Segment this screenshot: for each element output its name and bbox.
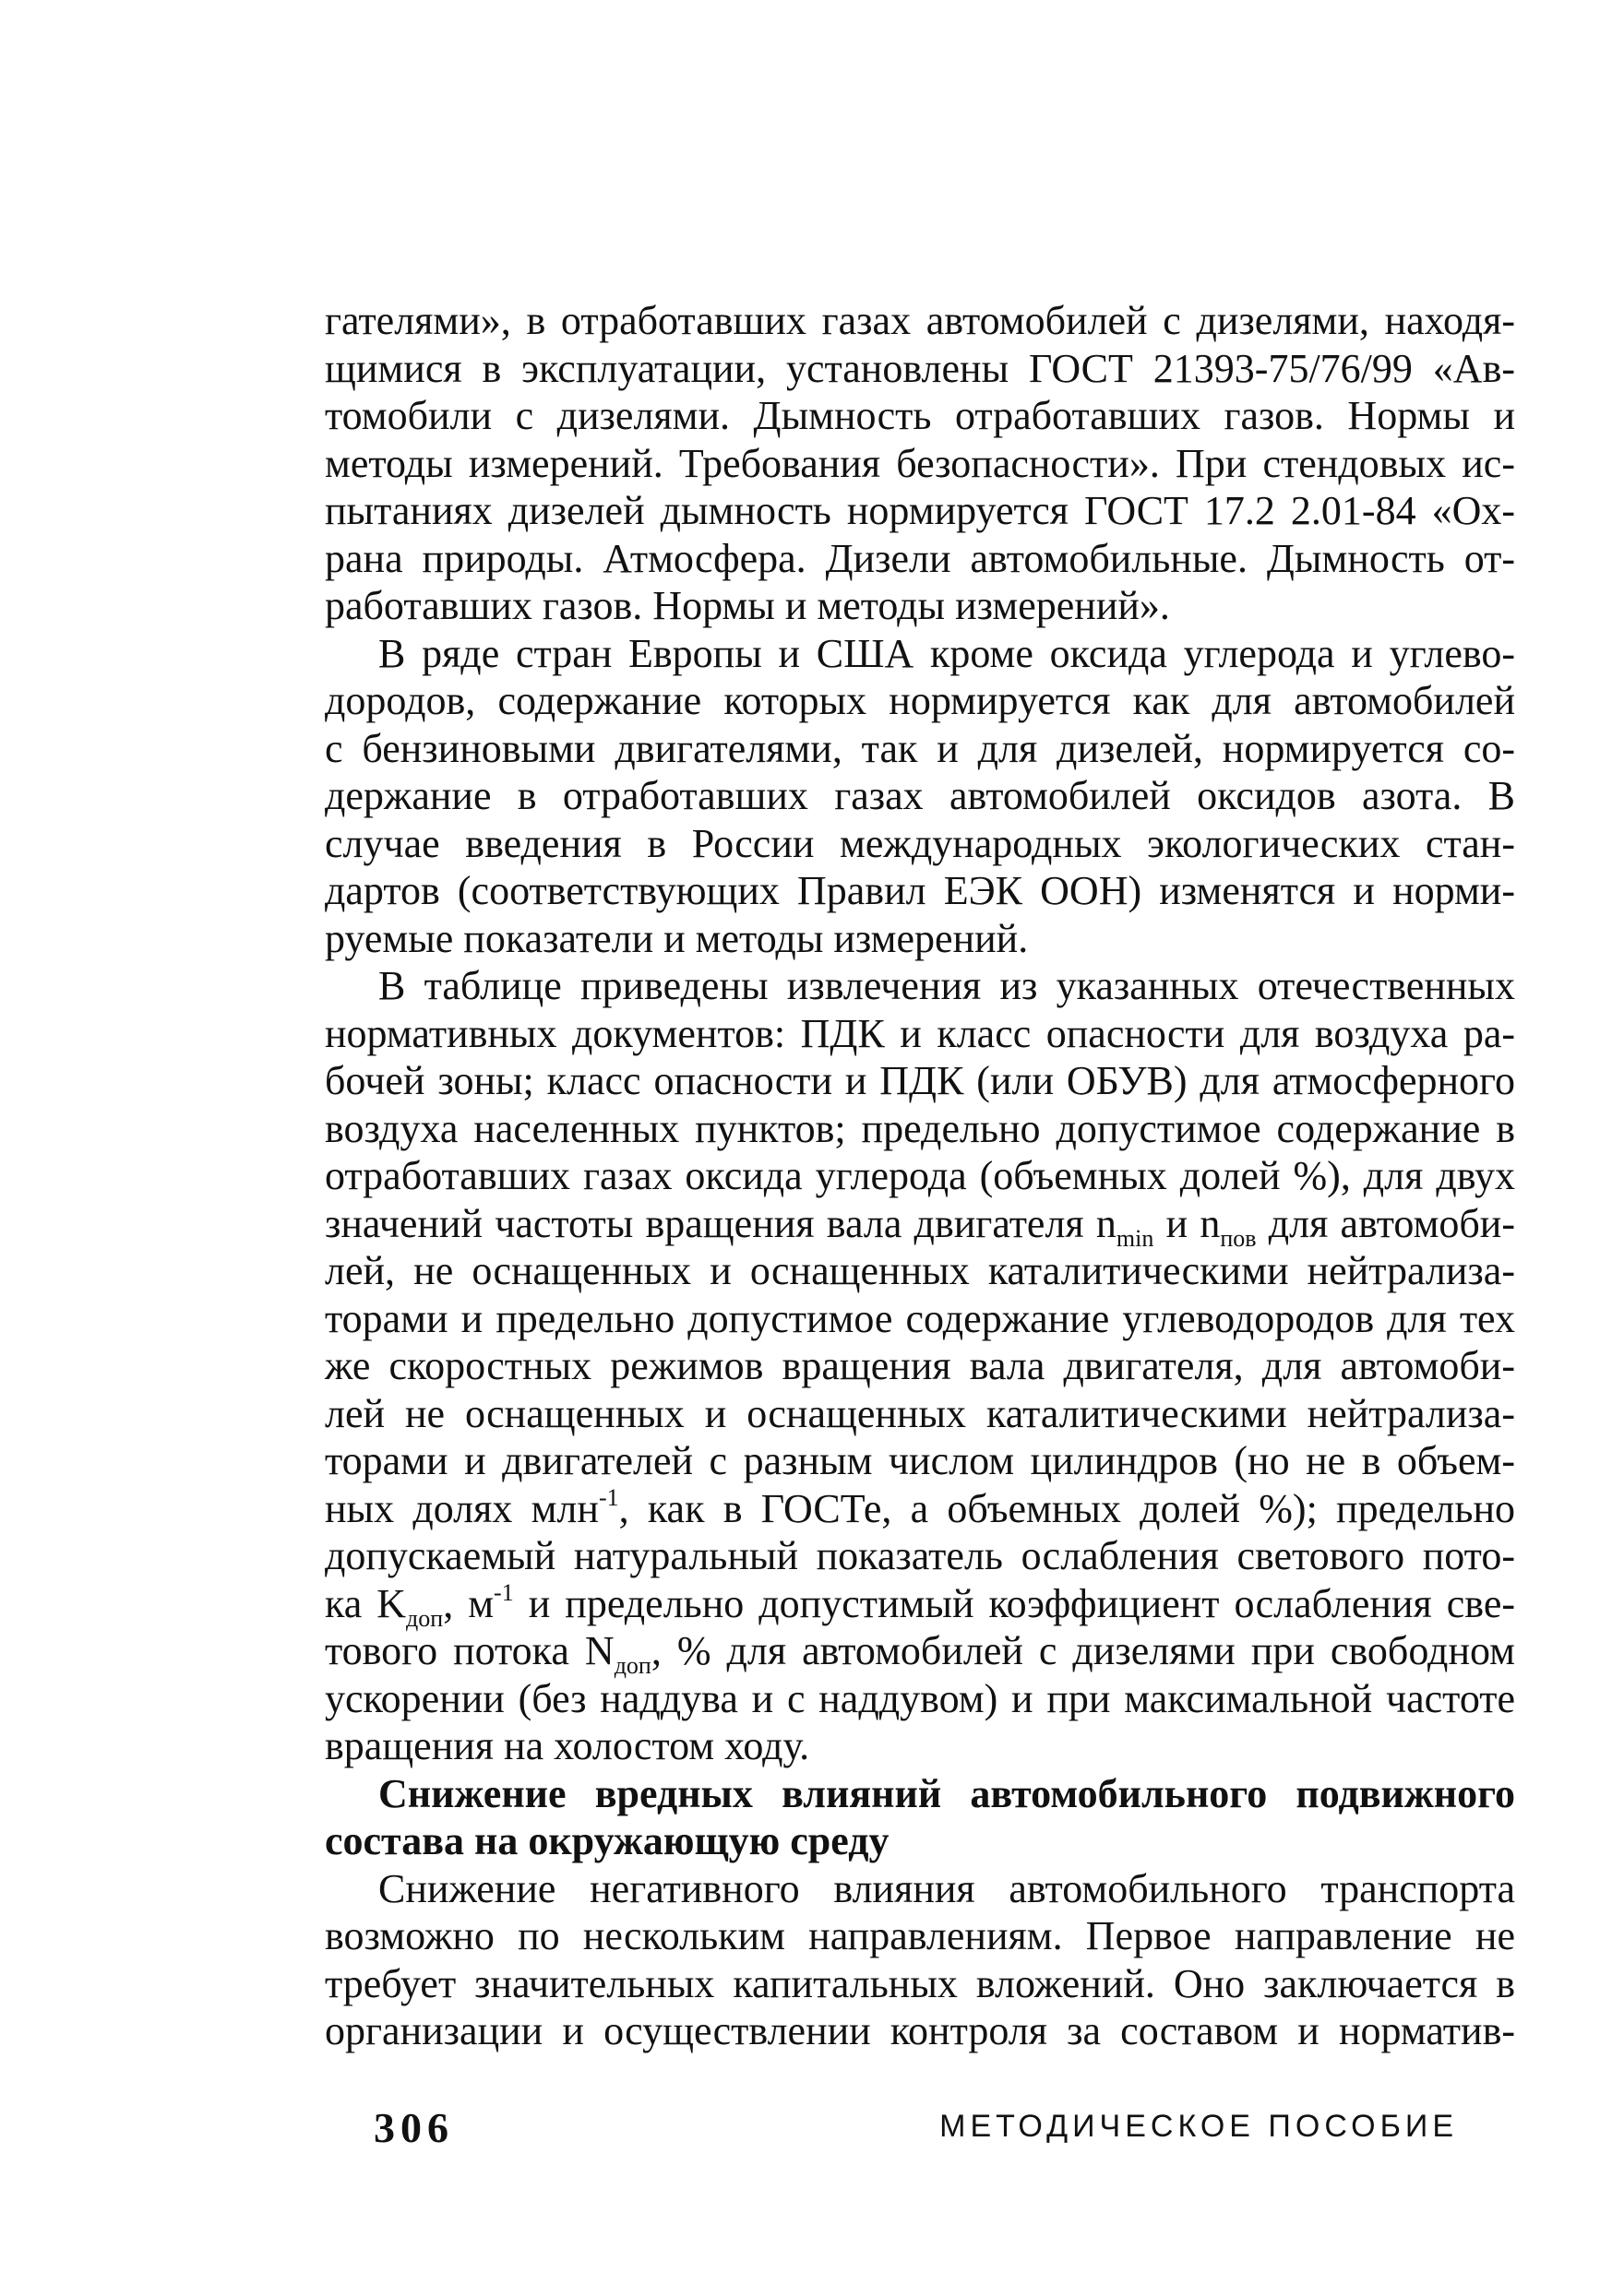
- paragraph-1-line-4: методы измерений. Требования безопасности». При стендовых ис-: [325, 440, 1515, 486]
- paragraph-1-line-1: гателями», в отработавших газах автомобилей с дизелями, находя-: [325, 298, 1515, 343]
- paragraph-3-line-11: торами и двигателей с разным числом цилиндров (но не в объем-: [325, 1438, 1515, 1483]
- paragraph-2-line-3: с бензиновыми двигателями, так и для дизелей, нормируется со-: [325, 725, 1515, 771]
- paragraph-3-line-12: [325, 1485, 1515, 1533]
- paragraph-2-line-1: В ряде стран Европы и США кроме оксида углерода и углево-: [378, 630, 1515, 676]
- paragraph-3-line-8: торами и предельно допустимое содержание углеводородов для тех: [325, 1295, 1515, 1341]
- paragraph-3-line-4: воздуха населенных пунктов; предельно допустимое содержание в: [325, 1105, 1515, 1151]
- paragraph-3-line-5: отработавших газах оксида углерода (объемных долей %), для двух: [325, 1153, 1515, 1198]
- paragraph-3-line-16: ускорении (без наддува и с наддувом) и при максимальной частоте: [325, 1675, 1515, 1721]
- paragraph-3-line-9: же скоростных режимов вращения вала двигателя, для автомоби-: [325, 1343, 1515, 1388]
- running-title: МЕТОДИЧЕСКОЕ ПОСОБИЕ: [939, 2109, 1458, 2144]
- paragraph-1-line-5: пытаниях дизелей дымность нормируется ГОСТ 17.2 2.01-84 «Ох-: [325, 488, 1515, 533]
- text-segment: и n: [1153, 1200, 1221, 1246]
- paragraph-3-line-7: лей, не оснащенных и оснащенных каталитическими нейтрализа-: [325, 1248, 1515, 1293]
- paragraph-4-line-2: возможно по нескольким направлениям. Первое направление не: [325, 1913, 1515, 1958]
- text-segment: , м: [443, 1580, 495, 1626]
- paragraph-1-line-2: щимися в эксплуатации, установлены ГОСТ 21393-75/76/99 «Ав-: [325, 345, 1515, 391]
- paragraph-3-line-3: бочей зоны; класс опасности и ПДК (или ОБУВ) для атмосферного: [325, 1058, 1515, 1103]
- paragraph-3-line-13: допускаемый натуральный показатель ослабления светового пото-: [325, 1533, 1515, 1578]
- page-number: 306: [374, 2104, 454, 2151]
- paragraph-4-line-4: организации и осуществлении контроля за составом и норматив-: [325, 2008, 1515, 2053]
- paragraph-3-line-10: лей не оснащенных и оснащенных каталитическими нейтрализа-: [325, 1390, 1515, 1436]
- paragraph-3-line-17: вращения на холостом ходу.: [325, 1723, 810, 1768]
- subscript-n-pov: пов: [1220, 1224, 1257, 1252]
- paragraph-2-line-4: держание в отработавших газах автомобилей оксидов азота. В: [325, 773, 1515, 818]
- paragraph-4-line-3: требует значительных капитальных вложений. Оно заключается в: [325, 1960, 1515, 2006]
- subscript-dop: доп: [614, 1652, 651, 1679]
- paragraph-4-line-1: Снижение негативного влияния автомобильного транспорта: [378, 1865, 1515, 1911]
- paragraph-2-line-6: дартов (соответствующих Правил ЕЭК ООН) изменятся и норми-: [325, 868, 1515, 913]
- paragraph-3-line-15: [325, 1627, 1515, 1679]
- paragraph-2-line-7: руемые показатели и методы измерений.: [325, 915, 1029, 961]
- paragraph-3-line-6: [325, 1200, 1515, 1252]
- subscript-dop: доп: [406, 1604, 444, 1632]
- paragraph-3-line-14: [325, 1578, 1515, 1632]
- page-footer: [374, 2103, 1458, 2159]
- superscript-minus-one: -1: [598, 1483, 619, 1511]
- body-text: [325, 297, 1515, 2055]
- section-heading-line-2: состава на окружающую среду: [325, 1818, 890, 1863]
- superscript-minus-one: -1: [494, 1578, 514, 1606]
- paragraph-1-line-7: работавших газов. Нормы и методы измерений».: [325, 583, 1170, 628]
- text-segment: тового потока N: [325, 1628, 615, 1673]
- paragraph-3-line-1: В таблице приведены извлечения из указанных отечественных: [378, 963, 1515, 1008]
- text-segment: значений частоты вращения вала двигателя n: [325, 1200, 1116, 1246]
- paragraph-1-line-6: рана природы. Атмосфера. Дизели автомобильные. Дымность от-: [325, 535, 1515, 581]
- text-segment: ных долях млн: [325, 1485, 599, 1531]
- subscript-n-min: min: [1116, 1224, 1154, 1252]
- section-heading-line-1: Снижение вредных влияний автомобильного подвижного: [378, 1770, 1515, 1816]
- text-segment: для автомоби-: [1256, 1200, 1515, 1246]
- paragraph-3-line-2: нормативных документов: ПДК и класс опасности для воздуха ра-: [325, 1010, 1515, 1056]
- paragraph-2-line-5: случае введения в России международных экологических стан-: [325, 820, 1515, 866]
- paragraph-1-line-3: томобили с дизелями. Дымность отработавших газов. Нормы и: [325, 393, 1515, 438]
- paragraph-2-line-2: дородов, содержание которых нормируется как для автомобилей: [325, 678, 1515, 723]
- text-segment: и предельно допустимый коэффициент ослабления све-: [513, 1580, 1515, 1626]
- text-segment: ка K: [325, 1580, 407, 1626]
- text-segment: , % для автомобилей с дизелями при свободном: [651, 1628, 1515, 1673]
- text-segment: , как в ГОСТе, а объемных долей %); предельно: [618, 1485, 1516, 1531]
